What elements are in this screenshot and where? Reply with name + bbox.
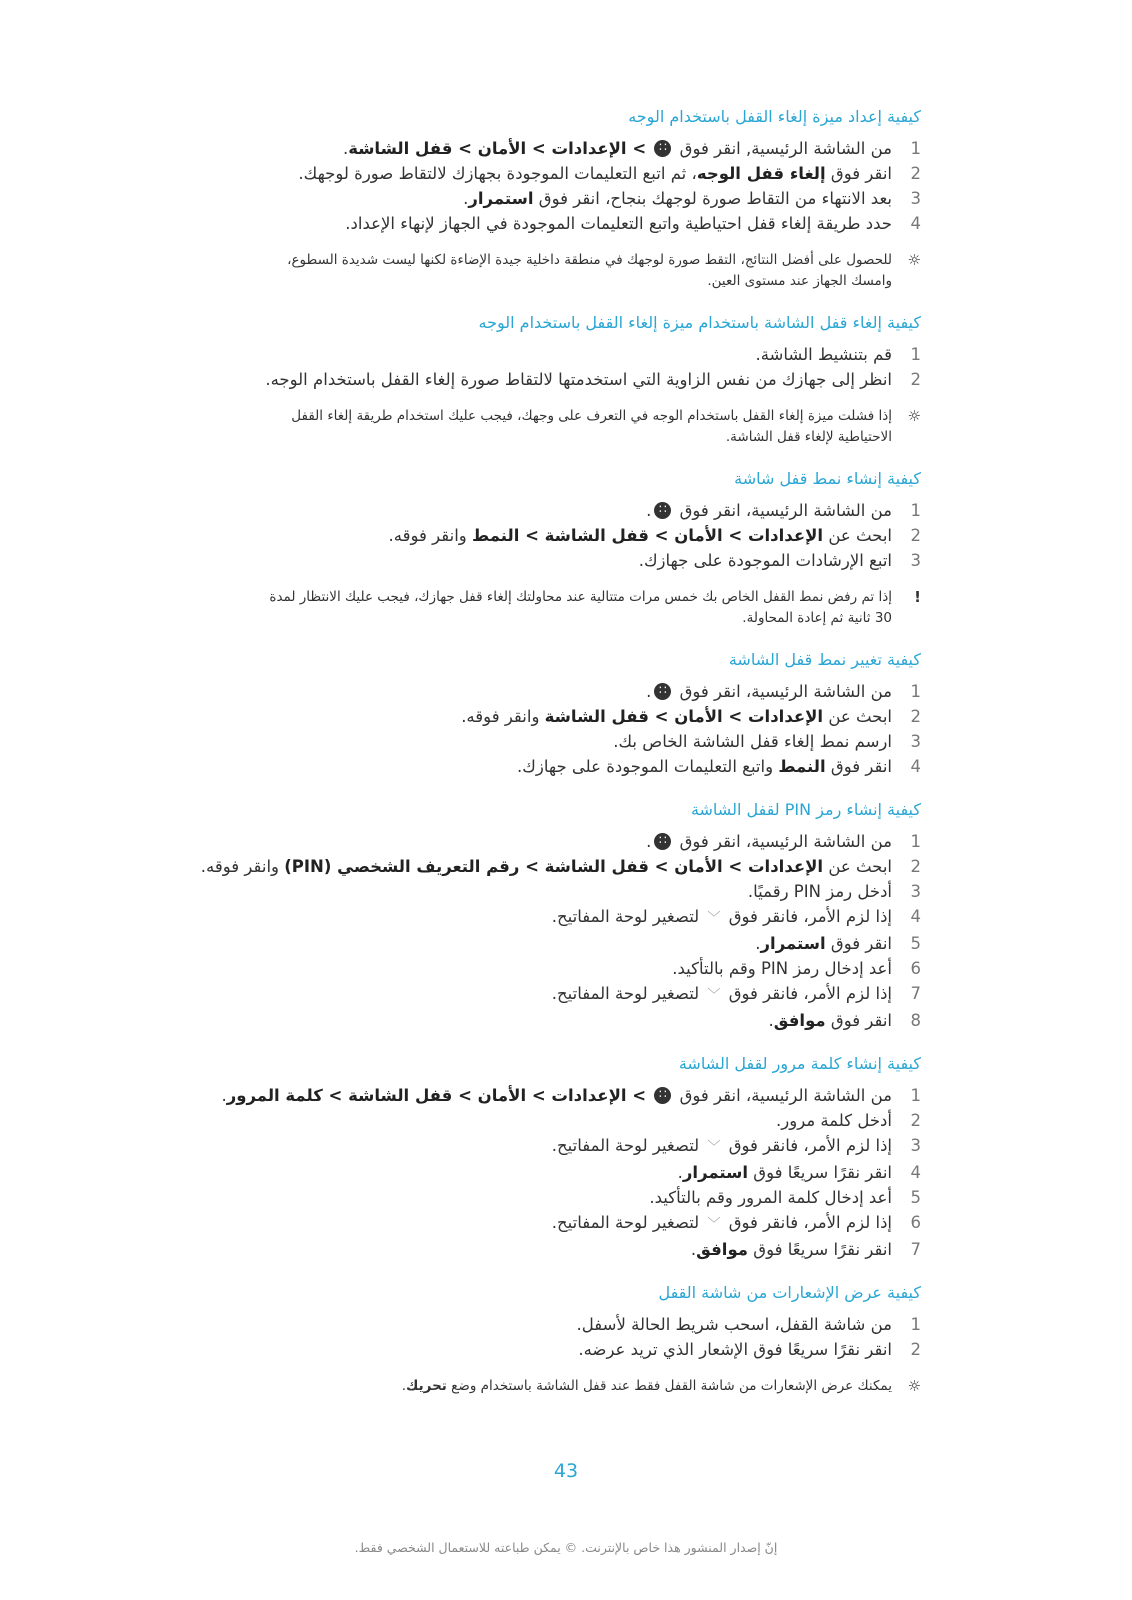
note-line: 30 ثانية ثم إعادة المحاولة. bbox=[742, 610, 892, 626]
step-text: انقر نقرًا سريعًا فوق الإشعار الذي تريد عرضه. bbox=[578, 1340, 892, 1359]
step-bold-text: النمط bbox=[778, 757, 826, 776]
step-text-part: إذا لزم الأمر، فانقر فوق bbox=[728, 907, 892, 926]
step-bold-text: الإعدادات > الأمان > قفل الشاشة > النمط bbox=[472, 526, 824, 545]
step-number: 2 bbox=[910, 164, 921, 183]
step-text bbox=[190, 498, 892, 523]
step-number: 1 bbox=[910, 832, 921, 851]
step-text bbox=[190, 679, 892, 704]
step-number: 2 bbox=[910, 707, 921, 726]
step-number: 4 bbox=[910, 1163, 921, 1182]
step-bold-text: استمرار bbox=[682, 1163, 749, 1182]
step-text-part: لتصغير لوحة المفاتيح. bbox=[551, 1136, 700, 1155]
step-number: 3 bbox=[910, 732, 921, 751]
step-text bbox=[190, 981, 892, 1008]
step-text bbox=[190, 904, 892, 931]
step-text: أدخل رمز PIN رقميًا. bbox=[747, 882, 892, 901]
section-heading: كيفية إلغاء قفل الشاشة باستخدام ميزة إلغاء القفل باستخدام الوجه bbox=[478, 313, 921, 332]
step-number: 2 bbox=[910, 370, 921, 389]
section-create-pattern bbox=[190, 468, 921, 629]
step-text-part: . bbox=[690, 1240, 697, 1259]
step-number: 7 bbox=[910, 984, 921, 1003]
step-text bbox=[190, 1083, 892, 1108]
step-text bbox=[190, 1160, 892, 1185]
step bbox=[190, 498, 921, 523]
tip-note bbox=[190, 406, 921, 448]
step bbox=[190, 981, 921, 1008]
step-text-part: انقر نقرًا سريعًا فوق bbox=[753, 1163, 892, 1182]
step-text: ارسم نمط إلغاء قفل الشاشة الخاص بك. bbox=[613, 732, 892, 751]
step bbox=[190, 1083, 921, 1108]
step-text-part: . bbox=[646, 832, 652, 851]
step bbox=[190, 1312, 921, 1337]
step-text-part: . bbox=[768, 1011, 774, 1030]
step-text-part: وانقر فوقه. bbox=[200, 857, 285, 876]
step bbox=[190, 1237, 921, 1262]
step-number: 1 bbox=[910, 139, 921, 158]
section-face-unlock-use bbox=[190, 312, 921, 448]
step-bold-text: الإعدادات > الأمان > قفل الشاشة > رقم التعريف الشخصي (PIN) bbox=[284, 857, 824, 876]
step-text-part: ابحث عن bbox=[828, 707, 892, 726]
note-text bbox=[190, 406, 892, 448]
step-text bbox=[190, 704, 892, 729]
step-number: 1 bbox=[910, 1086, 921, 1105]
warning-icon: ! bbox=[914, 588, 921, 606]
footer-text: إنّ إصدار المنشور هذا خاص بالإنترنت. © يمكن طباعته للاستعمال الشخصي فقط. bbox=[354, 1540, 778, 1555]
step-text-part: انقر فوق bbox=[830, 757, 892, 776]
apps-grid-icon bbox=[654, 1087, 671, 1104]
step-number: 6 bbox=[910, 1213, 921, 1232]
step bbox=[190, 1108, 921, 1133]
step-text-part: إذا لزم الأمر، فانقر فوق bbox=[728, 984, 892, 1003]
tip-icon: ☼ bbox=[907, 1377, 921, 1395]
apps-grid-icon bbox=[654, 502, 671, 519]
step-number: 3 bbox=[910, 882, 921, 901]
step-text: أدخل كلمة مرور. bbox=[776, 1111, 892, 1130]
content bbox=[190, 106, 921, 1417]
step bbox=[190, 523, 921, 548]
step-text-part: لتصغير لوحة المفاتيح. bbox=[551, 907, 700, 926]
step bbox=[190, 136, 921, 161]
step-text-part: واتبع التعليمات الموجودة على جهازك. bbox=[517, 757, 779, 776]
section-create-password bbox=[190, 1053, 921, 1262]
tip-note bbox=[190, 250, 921, 292]
step-text-part: انقر فوق bbox=[830, 934, 892, 953]
step-text-part: ابحث عن bbox=[828, 526, 892, 545]
step-text-part: . bbox=[463, 189, 469, 208]
chevron-down-icon: ﹀ bbox=[707, 911, 721, 926]
step-number: 1 bbox=[910, 1315, 921, 1334]
step-text bbox=[190, 523, 892, 548]
step-bold-text: موافق bbox=[773, 1011, 826, 1030]
section-lockscreen-notifications bbox=[190, 1282, 921, 1397]
step-text-part: انقر فوق bbox=[830, 164, 892, 183]
step-number: 1 bbox=[910, 345, 921, 364]
step-number: 3 bbox=[910, 551, 921, 570]
step-text-part: ، ثم اتبع التعليمات الموجودة بجهازك لالتقاط صورة لوجهك. bbox=[298, 164, 697, 183]
section-heading: كيفية إنشاء رمز PIN لقفل الشاشة bbox=[690, 800, 921, 819]
step bbox=[190, 342, 921, 367]
step-text-part: ابحث عن bbox=[828, 857, 892, 876]
step-text bbox=[190, 754, 892, 779]
step-number: 2 bbox=[910, 526, 921, 545]
note-text-part: يمكنك عرض الإشعارات من شاشة القفل فقط عند قفل الشاشة باستخدام وضع bbox=[451, 1378, 892, 1394]
apps-grid-icon bbox=[654, 683, 671, 700]
note-line: للحصول على أفضل النتائج، التقط صورة لوجهك في منطقة داخلية جيدة الإضاءة لكنها ليست شديدة السطوع، bbox=[287, 252, 892, 268]
section-change-pattern bbox=[190, 649, 921, 779]
note-line: الاحتياطية لإلغاء قفل الشاشة. bbox=[725, 429, 892, 445]
step-text-part: وانقر فوقه. bbox=[388, 526, 473, 545]
step bbox=[190, 1008, 921, 1033]
step-number: 3 bbox=[910, 189, 921, 208]
step-text: حدد طريقة إلغاء قفل احتياطية واتبع التعليمات الموجودة في الجهاز لإنهاء الإعداد. bbox=[345, 214, 892, 233]
step-text-part: انقر نقرًا سريعًا فوق bbox=[753, 1240, 892, 1259]
step-text-part: . bbox=[221, 1086, 227, 1105]
step bbox=[190, 186, 921, 211]
note-line: إذا فشلت ميزة إلغاء القفل باستخدام الوجه في التعرف على وجهك، فيجب عليك استخدام طريقة إلغاء القفل bbox=[291, 408, 892, 424]
step bbox=[190, 956, 921, 981]
step bbox=[190, 679, 921, 704]
step bbox=[190, 548, 921, 573]
step-number: 4 bbox=[910, 214, 921, 233]
step-number: 5 bbox=[910, 934, 921, 953]
step-number: 3 bbox=[910, 1136, 921, 1155]
step-text bbox=[190, 1237, 892, 1262]
tip-note bbox=[190, 1376, 921, 1397]
section-heading: كيفية إعداد ميزة إلغاء القفل باستخدام الوجه bbox=[628, 107, 921, 126]
step bbox=[190, 1185, 921, 1210]
step-text: قم بتنشيط الشاشة. bbox=[755, 345, 892, 364]
step bbox=[190, 704, 921, 729]
step-text: أعد إدخال كلمة المرور وقم بالتأكيد. bbox=[649, 1188, 892, 1207]
step bbox=[190, 879, 921, 904]
section-create-pin bbox=[190, 799, 921, 1033]
tip-icon: ☼ bbox=[907, 251, 921, 269]
step-number: 4 bbox=[910, 757, 921, 776]
section-heading: كيفية إنشاء كلمة مرور لقفل الشاشة bbox=[678, 1054, 921, 1073]
step-text bbox=[190, 854, 892, 879]
step-number: 2 bbox=[910, 1340, 921, 1359]
step-text bbox=[190, 931, 892, 956]
step-bold-text: استمرار bbox=[760, 934, 826, 953]
tip-icon: ☼ bbox=[907, 407, 921, 425]
note-line: وامسك الجهاز عند مستوى العين. bbox=[707, 273, 892, 289]
section-heading: كيفية إنشاء نمط قفل شاشة bbox=[734, 469, 921, 488]
step-text-part: من الشاشة الرئيسية، انقر فوق bbox=[679, 682, 892, 701]
step-text-part: من الشاشة الرئيسية، انقر فوق bbox=[679, 1086, 892, 1105]
step bbox=[190, 1210, 921, 1237]
section-face-unlock-setup bbox=[190, 106, 921, 292]
step bbox=[190, 931, 921, 956]
chevron-down-icon: ﹀ bbox=[707, 1140, 721, 1155]
step-text-part: من الشاشة الرئيسية, انقر فوق bbox=[679, 139, 892, 158]
step bbox=[190, 754, 921, 779]
note-text-part: . bbox=[401, 1378, 407, 1394]
step-text-part: من الشاشة الرئيسية، انقر فوق bbox=[679, 832, 892, 851]
step bbox=[190, 854, 921, 879]
step-text bbox=[190, 1133, 892, 1160]
step-bold-text: > الإعدادات > الأمان > قفل الشاشة bbox=[348, 139, 647, 158]
step-number: 8 bbox=[910, 1011, 921, 1030]
step bbox=[190, 161, 921, 186]
step-text bbox=[190, 186, 892, 211]
step bbox=[190, 904, 921, 931]
step bbox=[190, 1337, 921, 1362]
step bbox=[190, 367, 921, 392]
step-text-part: من الشاشة الرئيسية، انقر فوق bbox=[679, 501, 892, 520]
step-bold-text: الإعدادات > الأمان > قفل الشاشة bbox=[544, 707, 824, 726]
step-text: انظر إلى جهازك من نفس الزاوية التي استخدمتها لالتقاط صورة إلغاء القفل باستخدام الوجه. bbox=[265, 370, 892, 389]
step-text bbox=[190, 161, 892, 186]
apps-grid-icon bbox=[654, 140, 671, 157]
note-text bbox=[190, 587, 892, 629]
step-text-part: . bbox=[646, 682, 652, 701]
step-text bbox=[190, 829, 892, 854]
step-text bbox=[190, 1008, 892, 1033]
step-text-part: إذا لزم الأمر، فانقر فوق bbox=[728, 1136, 892, 1155]
section-heading: كيفية عرض الإشعارات من شاشة القفل bbox=[658, 1283, 921, 1302]
step-bold-text: موافق bbox=[696, 1240, 749, 1259]
page-number: 43 bbox=[553, 1460, 579, 1482]
step-text-part: لتصغير لوحة المفاتيح. bbox=[551, 984, 700, 1003]
step-number: 5 bbox=[910, 1188, 921, 1207]
note-text bbox=[190, 1376, 892, 1397]
step-text-part: لتصغير لوحة المفاتيح. bbox=[551, 1213, 700, 1232]
step-text-part: إذا لزم الأمر، فانقر فوق bbox=[728, 1213, 892, 1232]
step-text: من شاشة القفل، اسحب شريط الحالة لأسفل. bbox=[576, 1315, 892, 1334]
note-text bbox=[190, 250, 892, 292]
step-number: 2 bbox=[910, 1111, 921, 1130]
step-text-part: . bbox=[646, 501, 652, 520]
warning-note bbox=[190, 587, 921, 629]
step-bold-text: استمرار bbox=[468, 189, 534, 208]
step-text: أعد إدخال رمز PIN وقم بالتأكيد. bbox=[672, 959, 892, 978]
section-heading: كيفية تغيير نمط قفل الشاشة bbox=[728, 650, 921, 669]
step-text-part: . bbox=[342, 139, 349, 158]
step-text-part: . bbox=[677, 1163, 683, 1182]
step-number: 7 bbox=[910, 1240, 921, 1259]
chevron-down-icon: ﹀ bbox=[707, 1217, 721, 1232]
step-text-part: . bbox=[755, 934, 761, 953]
step-number: 1 bbox=[910, 682, 921, 701]
step-bold-text: > الإعدادات > الأمان > قفل الشاشة > كلمة المرور bbox=[226, 1086, 647, 1105]
note-bold-text: تحريك bbox=[406, 1378, 447, 1394]
step-bold-text: إلغاء قفل الوجه bbox=[696, 164, 826, 183]
step-text-part: وانقر فوقه. bbox=[461, 707, 545, 726]
step-number: 2 bbox=[910, 857, 921, 876]
chevron-down-icon: ﹀ bbox=[707, 988, 721, 1003]
step-number: 4 bbox=[910, 907, 921, 926]
step-number: 6 bbox=[910, 959, 921, 978]
apps-grid-icon bbox=[654, 833, 671, 850]
step-text bbox=[190, 1210, 892, 1237]
step bbox=[190, 829, 921, 854]
step-text bbox=[190, 136, 892, 161]
step bbox=[190, 1133, 921, 1160]
step bbox=[190, 729, 921, 754]
note-line: إذا تم رفض نمط القفل الخاص بك خمس مرات متتالية عند محاولتك إلغاء قفل جهازك، فيجب عليك الانتظار لمدة bbox=[269, 589, 892, 605]
step-text-part: انقر فوق bbox=[830, 1011, 892, 1030]
step bbox=[190, 1160, 921, 1185]
step-number: 1 bbox=[910, 501, 921, 520]
step bbox=[190, 211, 921, 236]
step-text: اتبع الإرشادات الموجودة على جهازك. bbox=[638, 551, 892, 570]
step-text-part: بعد الانتهاء من التقاط صورة لوجهك بنجاح، انقر فوق bbox=[538, 189, 892, 208]
